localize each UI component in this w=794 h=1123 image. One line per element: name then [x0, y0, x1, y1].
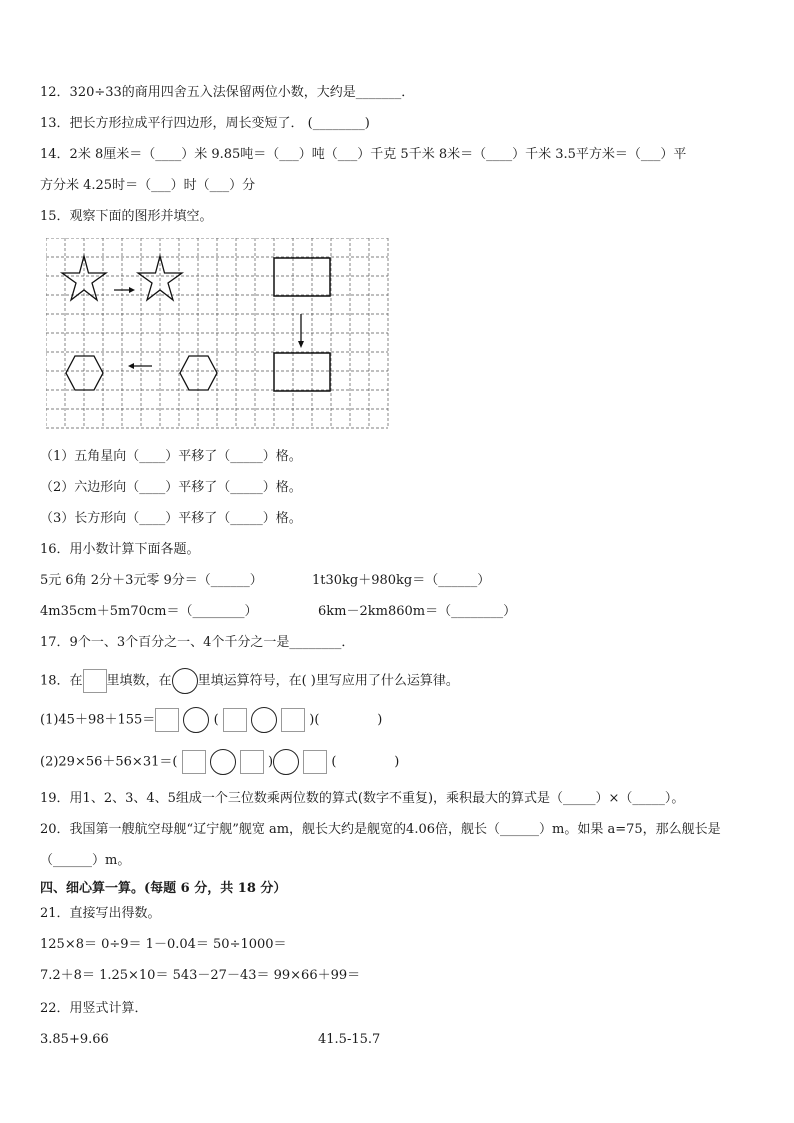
question-17: 17．9个一、3个百分之一、4个千分之一是________． — [40, 635, 355, 650]
operator-circle — [172, 668, 198, 694]
question-18-item-1-expr: (1)45＋98＋155＝ — [40, 712, 156, 728]
question-18-item-1 — [40, 707, 382, 734]
section-4-heading: 四、细心算一算。(每题 6 分，共 18 分） — [40, 881, 287, 896]
question-18-mid2: 里填运算符号，在( )里写应用了什么运算律。 — [197, 673, 459, 689]
operator-circle[interactable] — [210, 749, 236, 775]
paren-close: ) — [309, 712, 315, 728]
translation-grid-figure — [46, 238, 389, 430]
question-20-line1: 20．我国第一艘航空母舰“辽宁舰”舰宽 am，舰长大约是舰宽的4.06倍，舰长（______）m。如果 a=75，那么舰长是 — [40, 822, 721, 837]
question-20-line2: （______）m。 — [40, 853, 131, 868]
question-21-row-2: 7.2＋8＝ 1.25×10＝ 543－27－43＝ 99×66＋99＝ — [40, 968, 361, 983]
question-14-line2: 方分米 4.25时＝（___）时（___）分 — [40, 178, 256, 193]
law-paren: ( ) — [314, 712, 383, 728]
question-22-item-1: 3.85+9.66 — [40, 1032, 109, 1047]
paren-close: ) — [268, 754, 274, 770]
question-21: 21．直接写出得数。 — [40, 906, 161, 921]
hexagon-original — [180, 356, 217, 390]
question-22: 22．用竖式计算． — [40, 1001, 148, 1016]
question-18-item-2-expr: (2)29×56＋56×31＝( — [40, 754, 178, 770]
arrow-rectangle-head — [298, 341, 304, 348]
question-18-item-2 — [40, 749, 399, 776]
operator-circle[interactable] — [273, 749, 299, 775]
paren-open: ( — [213, 712, 219, 728]
question-21-row-1: 125×8＝ 0÷9＝ 1－0.04＝ 50÷1000＝ — [40, 937, 287, 952]
arrow-star-head — [129, 287, 135, 293]
operator-circle[interactable] — [251, 707, 277, 733]
question-15-sub-3: （3）长方形向（____）平移了（_____）格。 — [40, 511, 302, 526]
question-13: 13．把长方形拉成平行四边形，周长变短了． (________) — [40, 116, 370, 131]
arrow-hexagon-head — [128, 363, 134, 369]
question-14-line1: 14．2米 8厘米＝（____）米 9.85吨＝（___）吨（___）千克 5千米 8米＝（____）千米 3.5平方米＝（___）平 — [40, 147, 687, 162]
question-15-sub-2: （2）六边形向（____）平移了（_____）格。 — [40, 480, 302, 495]
hexagon-translated — [66, 356, 103, 390]
question-16: 16．用小数计算下面各题。 — [40, 542, 200, 557]
answer-square — [83, 669, 107, 693]
question-18 — [40, 668, 459, 695]
answer-square[interactable] — [303, 750, 327, 774]
question-15: 15．观察下面的图形并填空。 — [40, 209, 213, 224]
question-16-item-4: 6km－2km860m＝（________） — [318, 604, 517, 619]
question-16-item-1: 5元 6角 2分＋3元零 9分＝（______） — [40, 573, 263, 588]
question-19: 19．用1、2、3、4、5组成一个三位数乘两位数的算式(数字不重复)，乘积最大的算式是（_____）×（_____）。 — [40, 791, 685, 806]
answer-square[interactable] — [240, 750, 264, 774]
question-22-item-2: 41.5-15.7 — [318, 1032, 381, 1047]
law-paren: ( ) — [331, 754, 400, 770]
answer-square[interactable] — [281, 708, 305, 732]
answer-square[interactable] — [155, 708, 179, 732]
rectangle-original — [274, 258, 330, 296]
rectangle-translated — [274, 353, 330, 391]
answer-square[interactable] — [182, 750, 206, 774]
question-16-item-2: 1t30kg＋980kg＝（______） — [312, 573, 491, 588]
question-15-sub-1: （1）五角星向（____）平移了（_____）格。 — [40, 449, 302, 464]
operator-circle[interactable] — [183, 707, 209, 733]
question-18-prefix: 18．在 — [40, 673, 83, 689]
question-18-mid1: 里填数，在 — [106, 673, 172, 689]
answer-square[interactable] — [223, 708, 247, 732]
question-16-item-3: 4m35cm＋5m70cm＝（________） — [40, 604, 258, 619]
question-12: 12．320÷33的商用四舍五入法保留两位小数，大约是_______． — [40, 85, 415, 100]
